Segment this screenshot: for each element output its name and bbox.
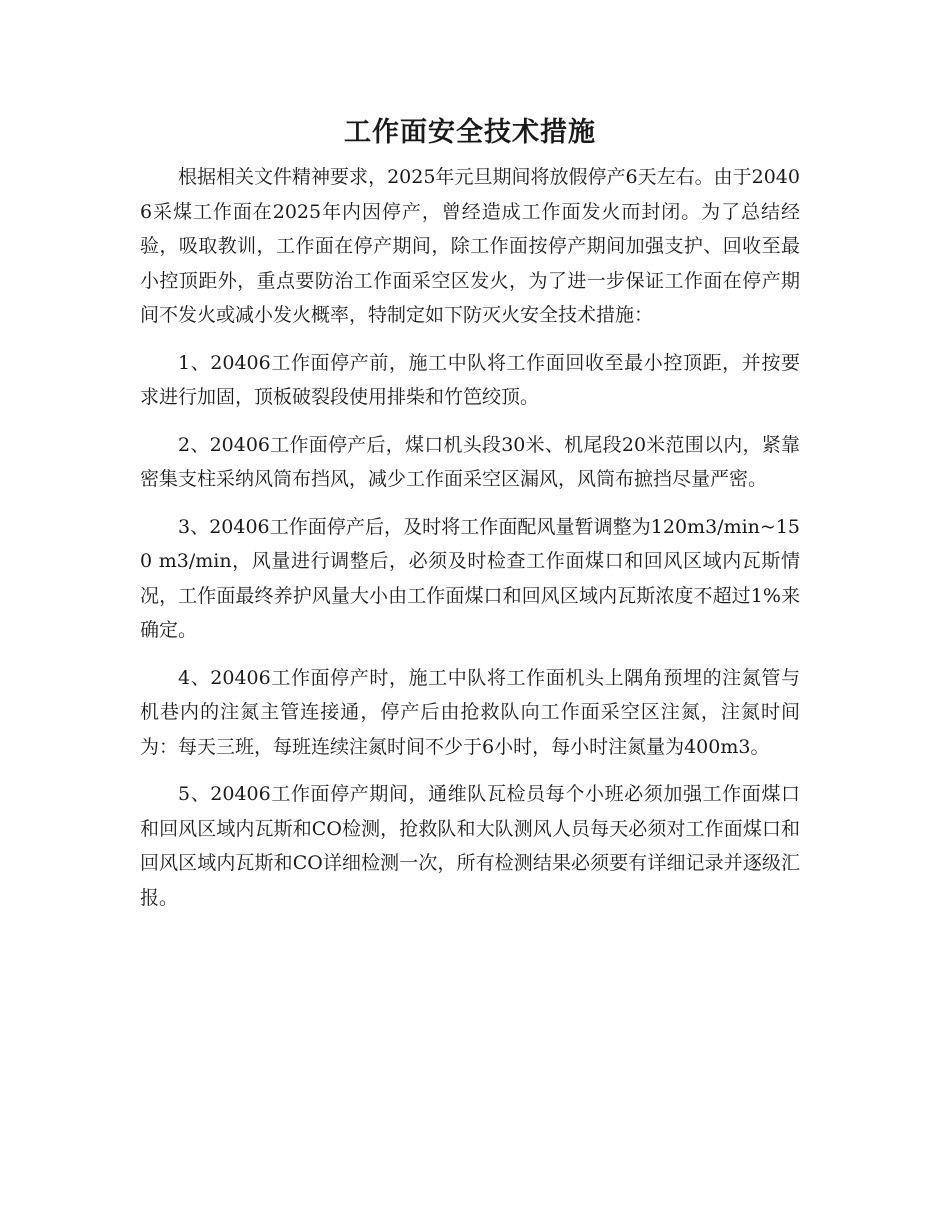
paragraph-measure-5: 5、20406工作面停产期间，通维队瓦检员每个小班必须加强工作面煤口和回风区域内瓦斯和CO检测，抢救队和大队测风人员每天必须对工作面煤口和回风区域内瓦斯和CO详细检测一次，所有检测结果必须要有详细记录并逐级汇报。: [140, 783, 800, 909]
paragraph-intro: 根据相关文件精神要求，2025年元旦期间将放假停产6天左右。由于20406采煤工作面在2025年内因停产，曾经造成工作面发火而封闭。为了总结经验，吸取教训，工作面在停产期间，除工作面按停产期间加强支护、回收至最小控顶距外，重点要防治工作面采空区发火，为了进一步保证工作面在停产期间不发火或减小发火概率，特制定如下防灭火安全技术措施：: [140, 166, 800, 326]
paragraph-measure-2: 2、20406工作面停产后，煤口机头段30米、机尾段20米范围以内，紧靠密集支柱采纳风筒布挡风，减少工作面采空区漏风，风筒布摭挡尽量严密。: [140, 433, 800, 490]
document-title: 工作面安全技术措施: [344, 117, 596, 148]
paragraph-measure-4: 4、20406工作面停产时，施工中队将工作面机头上隅角预埋的注氮管与机巷内的注氮主管连接通，停产后由抢救队向工作面采空区注氮，注氮时间为：每天三班，每班连续注氮时间不少于6小时，每小时注氮量为400m3。: [140, 666, 800, 758]
paragraph-measure-3: 3、20406工作面停产后，及时将工作面配风量暂调整为120m3/min~150 m3/min，风量进行调整后，必须及时检查工作面煤口和回风区域内瓦斯情况，工作面最终养护风量大小由工作面煤口和回风区域内瓦斯浓度不超过1%来确定。: [140, 515, 800, 641]
paragraph-measure-1: 1、20406工作面停产前，施工中队将工作面回收至最小控顶距，并按要求进行加固，顶板破裂段使用排柴和竹笆绞顶。: [140, 351, 800, 408]
document-page: [140, 112, 800, 915]
